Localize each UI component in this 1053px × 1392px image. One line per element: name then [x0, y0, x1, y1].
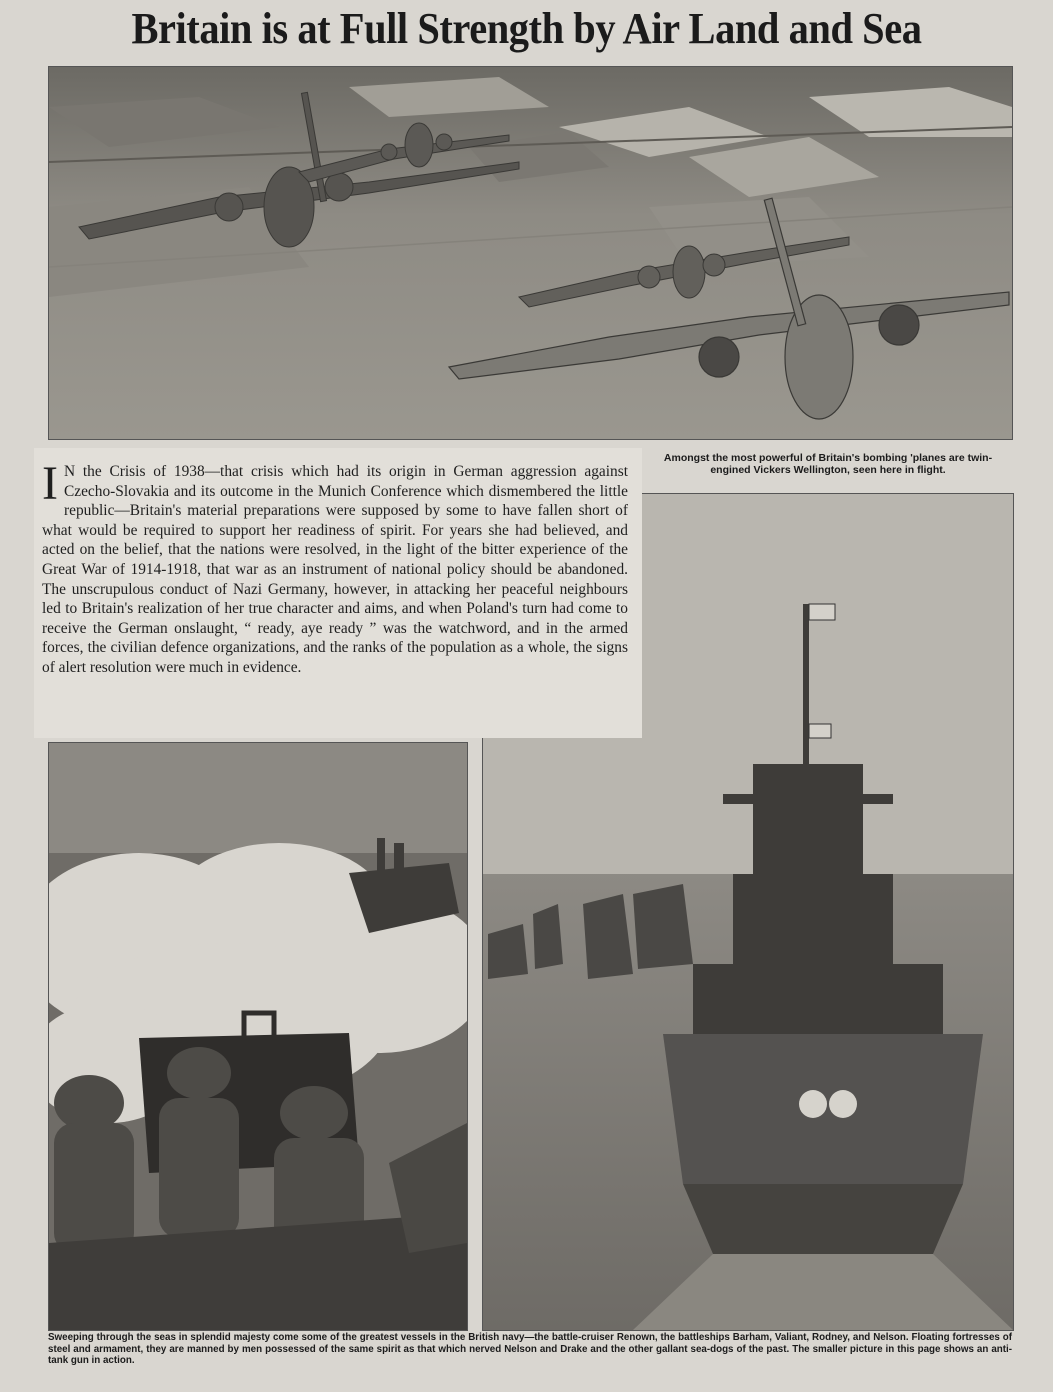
article-body: N the Crisis of 1938—that crisis which had its origin in German aggression against Czecho-Slovakia and its outcome in the Munich Conference which dismembered the little republic—Britain's material preparations were supposed by some to have fallen short of what would be required to support her readiness of spirit. For years she had believed, and acted on the belief, that the nations were resolved, in the light of the bitter experience of the Great War of 1914-1918, that war as an instrument of national policy should be abandoned. The unscrupulous conduct of Nazi Germany, however, in attacking her peaceful neighbours led to Britain's realization of her true character and aims, and when Poland's turn had come to receive the German onslaught, “ ready, aye ready ” was the watchword, and in the armed forces, the civilian defence organizations, and the ranks of the population as a whole, the signs of alert resolution were much in evidence.	[42, 463, 628, 676]
caption-aircraft: Amongst the most powerful of Britain's bombing 'planes are twin-engined Vickers Wellington, seen here in flight.	[663, 452, 993, 476]
page-headline: Britain is at Full Strength by Air Land and Sea	[131, 4, 922, 53]
article-text	[42, 457, 628, 678]
caption-fleet: Sweeping through the seas in splendid majesty come some of the greatest vessels in the British navy—the battle-cruiser Renown, the battleships Barham, Valiant, Rodney, and Nelson. Floating fortresses of steel and armament, they are manned by men possessed of the same spirit as that which nerved Nelson and Drake and the other gallant sea-dogs of the past. The smaller picture in this page shows an anti-tank gun in action.	[48, 1332, 1012, 1366]
photo-wellington-bombers	[48, 66, 1013, 440]
article-dropcap: I	[42, 457, 58, 510]
photo-anti-tank-gun	[48, 742, 468, 1331]
